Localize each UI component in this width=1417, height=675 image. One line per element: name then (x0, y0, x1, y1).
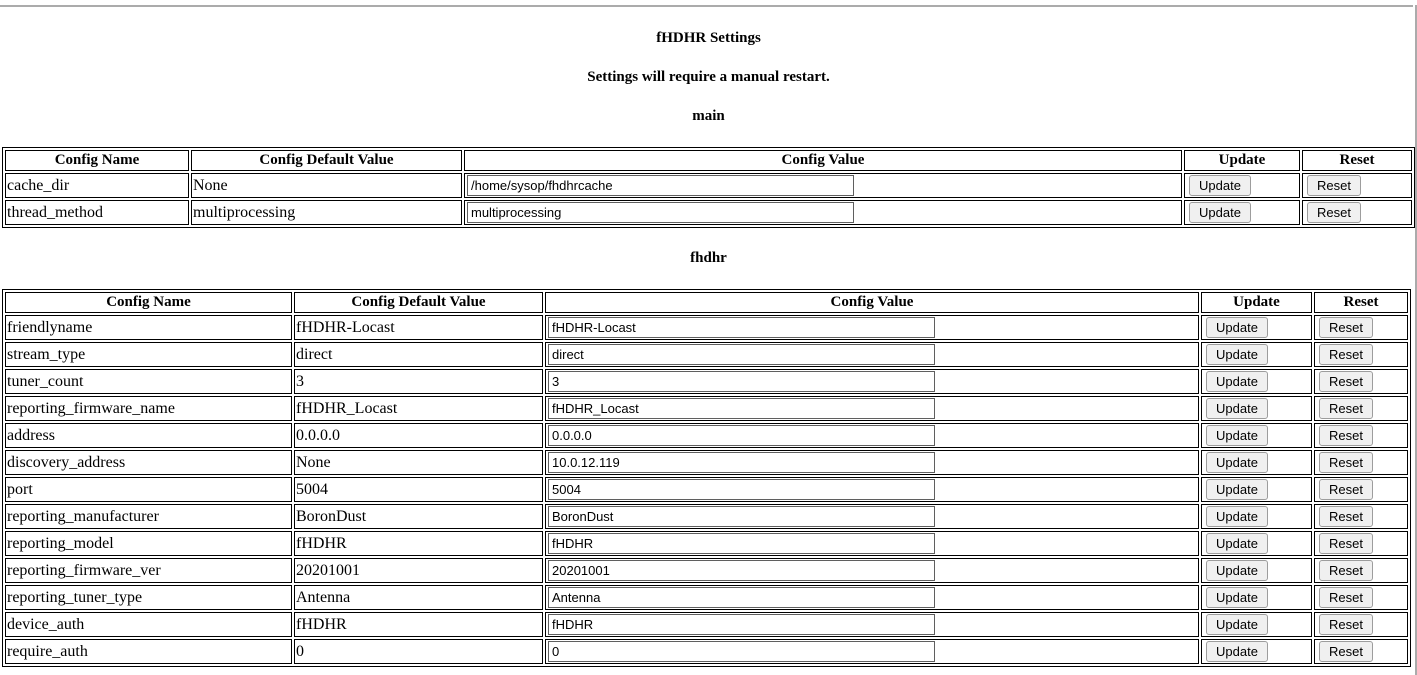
page-title: fHDHR Settings (656, 30, 761, 46)
section-heading-main: main (692, 108, 725, 124)
update-cell (1201, 423, 1312, 448)
config-value-input[interactable] (548, 425, 935, 446)
config-value-cell (545, 558, 1199, 583)
reset-cell (1314, 558, 1408, 583)
update-cell (1201, 531, 1312, 556)
update-cell (1201, 342, 1312, 367)
config-value-input[interactable] (467, 175, 854, 196)
config-table-fhdhr (2, 289, 1411, 667)
update-cell (1201, 450, 1312, 475)
update-button[interactable]: Update (1189, 202, 1251, 223)
update-button[interactable]: Update (1206, 506, 1268, 527)
reset-cell (1314, 450, 1408, 475)
config-table-main (2, 147, 1415, 228)
reset-cell (1314, 531, 1408, 556)
reset-button[interactable]: Reset (1319, 479, 1373, 500)
config-value-input[interactable] (548, 317, 935, 338)
reset-cell (1314, 585, 1408, 610)
config-default-cell: fHDHR (294, 531, 543, 556)
window-top-edge (0, 5, 1413, 7)
config-row (5, 315, 1408, 340)
reset-button[interactable]: Reset (1319, 533, 1373, 554)
config-default-cell: fHDHR_Locast (294, 396, 543, 421)
config-name-cell: address (5, 423, 292, 448)
update-cell (1201, 477, 1312, 502)
reset-cell (1302, 200, 1412, 225)
config-row (5, 531, 1408, 556)
reset-button[interactable]: Reset (1319, 452, 1373, 473)
config-row (5, 342, 1408, 367)
config-row (5, 585, 1408, 610)
update-button[interactable]: Update (1189, 175, 1251, 196)
config-value-input[interactable] (548, 533, 935, 554)
update-cell (1201, 504, 1312, 529)
config-default-cell: 5004 (294, 477, 543, 502)
config-default-cell: direct (294, 342, 543, 367)
update-cell (1201, 612, 1312, 637)
config-row (5, 450, 1408, 475)
config-default-cell: Antenna (294, 585, 543, 610)
config-name-cell: reporting_tuner_type (5, 585, 292, 610)
config-value-cell (545, 477, 1199, 502)
reset-button[interactable]: Reset (1319, 371, 1373, 392)
config-default-cell: multiprocessing (191, 200, 462, 225)
config-name-cell: stream_type (5, 342, 292, 367)
update-cell (1184, 200, 1300, 225)
reset-cell (1314, 423, 1408, 448)
reset-cell (1314, 396, 1408, 421)
section-heading-fhdhr: fhdhr (690, 250, 727, 266)
config-value-input[interactable] (548, 344, 935, 365)
reset-cell (1314, 504, 1408, 529)
update-button[interactable]: Update (1206, 560, 1268, 581)
reset-cell (1314, 315, 1408, 340)
config-value-input[interactable] (548, 641, 935, 662)
config-name-cell: friendlyname (5, 315, 292, 340)
column-header: Config Name (5, 150, 189, 171)
update-button[interactable]: Update (1206, 452, 1268, 473)
config-value-input[interactable] (548, 506, 935, 527)
update-button[interactable]: Update (1206, 371, 1268, 392)
config-default-cell: 3 (294, 369, 543, 394)
config-row (5, 639, 1408, 664)
config-name-cell: port (5, 477, 292, 502)
reset-button[interactable]: Reset (1319, 560, 1373, 581)
config-value-cell (545, 315, 1199, 340)
update-cell (1201, 639, 1312, 664)
config-value-cell (545, 369, 1199, 394)
config-default-cell: None (294, 450, 543, 475)
reset-button[interactable]: Reset (1319, 425, 1373, 446)
config-name-cell: reporting_model (5, 531, 292, 556)
column-header: Update (1184, 150, 1300, 171)
config-default-cell: 0.0.0.0 (294, 423, 543, 448)
column-header: Reset (1314, 292, 1408, 313)
update-button[interactable]: Update (1206, 587, 1268, 608)
reset-cell (1314, 342, 1408, 367)
config-row (5, 558, 1408, 583)
config-name-cell: cache_dir (5, 173, 189, 198)
config-default-cell: fHDHR-Locast (294, 315, 543, 340)
reset-cell (1302, 173, 1412, 198)
update-cell (1201, 558, 1312, 583)
reset-button[interactable]: Reset (1319, 587, 1373, 608)
update-cell (1201, 369, 1312, 394)
reset-button[interactable]: Reset (1319, 344, 1373, 365)
header-row (5, 150, 1412, 171)
config-value-cell (545, 396, 1199, 421)
config-value-cell (545, 639, 1199, 664)
config-default-cell: fHDHR (294, 612, 543, 637)
config-row (5, 200, 1412, 225)
config-value-input[interactable] (548, 479, 935, 500)
reset-button[interactable]: Reset (1319, 317, 1373, 338)
config-row (5, 423, 1408, 448)
config-value-input[interactable] (548, 371, 935, 392)
config-name-cell: reporting_firmware_name (5, 396, 292, 421)
config-value-input[interactable] (467, 202, 854, 223)
config-name-cell: require_auth (5, 639, 292, 664)
config-value-cell (464, 173, 1182, 198)
config-name-cell: discovery_address (5, 450, 292, 475)
update-button[interactable]: Update (1206, 344, 1268, 365)
update-cell (1184, 173, 1300, 198)
config-value-cell (545, 531, 1199, 556)
update-cell (1201, 585, 1312, 610)
config-default-cell: 20201001 (294, 558, 543, 583)
config-value-input[interactable] (548, 452, 935, 473)
update-button[interactable]: Update (1206, 614, 1268, 635)
config-name-cell: device_auth (5, 612, 292, 637)
reset-button[interactable]: Reset (1319, 614, 1373, 635)
reset-cell (1314, 639, 1408, 664)
update-button[interactable]: Update (1206, 425, 1268, 446)
config-value-input[interactable] (548, 614, 935, 635)
config-value-cell (464, 200, 1182, 225)
column-header: Config Value (464, 150, 1182, 171)
update-button[interactable]: Update (1206, 317, 1268, 338)
header-row (5, 292, 1408, 313)
config-default-cell: 0 (294, 639, 543, 664)
reset-button[interactable]: Reset (1307, 175, 1361, 196)
column-header: Config Default Value (191, 150, 462, 171)
update-button[interactable]: Update (1206, 479, 1268, 500)
reset-cell (1314, 369, 1408, 394)
reset-button[interactable]: Reset (1319, 641, 1373, 662)
update-button[interactable]: Update (1206, 641, 1268, 662)
column-header: Config Default Value (294, 292, 543, 313)
reset-cell (1314, 477, 1408, 502)
config-value-cell (545, 450, 1199, 475)
config-sections (2, 108, 1415, 667)
update-button[interactable]: Update (1206, 398, 1268, 419)
config-value-cell (545, 585, 1199, 610)
config-value-cell (545, 423, 1199, 448)
config-value-input[interactable] (548, 587, 935, 608)
update-button[interactable]: Update (1206, 533, 1268, 554)
config-name-cell: thread_method (5, 200, 189, 225)
config-default-cell: BoronDust (294, 504, 543, 529)
restart-notice: Settings will require a manual restart. (587, 69, 830, 85)
config-name-cell: tuner_count (5, 369, 292, 394)
column-header: Config Name (5, 292, 292, 313)
config-row (5, 477, 1408, 502)
config-value-cell (545, 342, 1199, 367)
config-name-cell: reporting_firmware_ver (5, 558, 292, 583)
config-value-input[interactable] (548, 560, 935, 581)
reset-button[interactable]: Reset (1319, 398, 1373, 419)
config-row (5, 173, 1412, 198)
update-cell (1201, 315, 1312, 340)
config-value-cell (545, 612, 1199, 637)
config-row (5, 612, 1408, 637)
config-value-cell (545, 504, 1199, 529)
update-cell (1201, 396, 1312, 421)
reset-button[interactable]: Reset (1307, 202, 1361, 223)
reset-button[interactable]: Reset (1319, 506, 1373, 527)
column-header: Update (1201, 292, 1312, 313)
config-name-cell: reporting_manufacturer (5, 504, 292, 529)
config-default-cell: None (191, 173, 462, 198)
config-row (5, 396, 1408, 421)
column-header: Config Value (545, 292, 1199, 313)
config-value-input[interactable] (548, 398, 935, 419)
column-header: Reset (1302, 150, 1412, 171)
reset-cell (1314, 612, 1408, 637)
config-row (5, 369, 1408, 394)
config-row (5, 504, 1408, 529)
